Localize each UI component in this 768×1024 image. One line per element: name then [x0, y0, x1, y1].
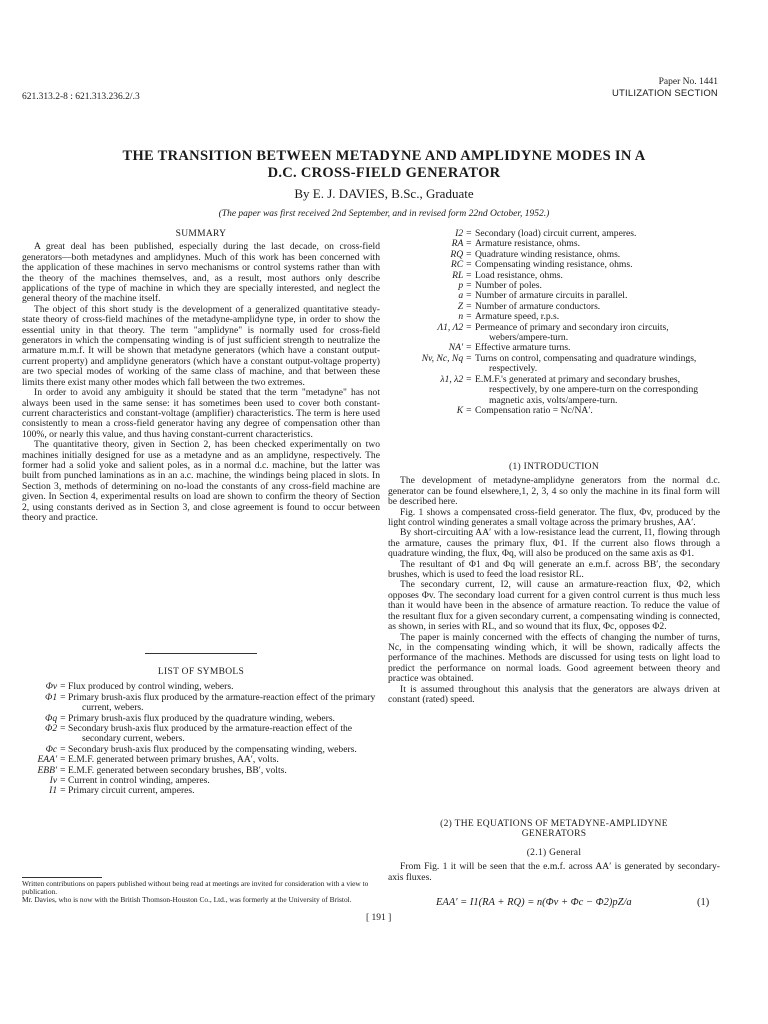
- symbol: RA =: [451, 238, 472, 250]
- symbol-description: Primary circuit current, amperes.: [68, 785, 195, 797]
- symbol-list-left: [22, 682, 380, 796]
- symbol-description: Compensation ratio = Nc/NA′.: [475, 404, 593, 416]
- symbol-description: Primary brush-axis flux produced by the quadrature winding, webers.: [68, 712, 335, 724]
- symbol: a =: [458, 290, 472, 302]
- symbol-list-right: [388, 229, 720, 416]
- symbol-description: Effective armature turns.: [475, 342, 571, 354]
- section-2-heading-line: GENERATORS: [521, 829, 587, 840]
- summary-paragraph: In order to avoid any ambiguity it should be stated that the term "metadyne" has not always been used in the same sense: it has sometimes been used to cover both constant-current characteristics and constant-voltage (amplifier) characteristics. The term is here used consistently to mean a cross-field generator having any degree of compensation other than 100%, or nearly this value, and thus having constant-current characteristics.: [22, 387, 380, 440]
- symbol: I1 =: [49, 785, 66, 797]
- symbol: RQ =: [450, 248, 472, 260]
- byline: By E. J. DAVIES, B.Sc., Graduate: [294, 186, 474, 201]
- symbol-description: E.M.F. generated between secondary brushes, BB′, volts.: [68, 764, 287, 776]
- summary-section: [22, 229, 380, 523]
- symbol-description: Armature speed, r.p.s.: [475, 311, 560, 323]
- symbol: Φq =: [45, 712, 66, 724]
- symbol: Φ1 =: [45, 691, 66, 703]
- summary-paragraph: The quantitative theory, given in Section 2, has been checked experimentally on two machines initially designed for use as a metadyne and as an amplidyne, respectively. The former had a solid yoke and salient poles, as in a normal d.c. machine, but the latter was built from punched laminations as in an a.c. machine, the windings being placed in slots. In Section 3, methods of determining on no-load the constants of any cross-field machine are given. In Section 4, experimental results on load are shown to confirm the theory of Section 2, using constants derived as in Section 3, and close agreement is found to occur between theory and practice.: [22, 439, 380, 523]
- summary-heading: SUMMARY: [175, 229, 227, 239]
- introduction-section: [388, 462, 720, 705]
- udc-classification: 621.313.2-8 : 621.313.236.2/.3: [22, 92, 140, 102]
- footnote-line: Written contributions on papers published without being read at meetings are invited for consideration with a view to publication.: [22, 879, 369, 897]
- symbol: RL =: [452, 269, 472, 281]
- symbol-description: Number of armature conductors.: [475, 300, 601, 312]
- summary-paragraph: A great deal has been published, especially during the last decade, on cross-field generators—both metadynes and amplidynes. Much of this work has been concerned with the application of these machines in servo mechanisms or control systems rather than with the theory of the machines themselves, and, as a result, most authors only describe applications of the type of machine in which they are specially interested, and neglect the general theory of the machine itself.: [22, 241, 380, 305]
- section-divider: [145, 653, 257, 654]
- symbol: Iv =: [49, 775, 66, 787]
- symbol: n =: [458, 311, 472, 323]
- symbol-description: Load resistance, ohms.: [475, 269, 563, 281]
- symbol-description: Compensating winding resistance, ohms.: [475, 259, 633, 271]
- symbol: EAA′ =: [37, 754, 66, 766]
- symbol-description: Primary brush-axis flux produced by the armature-reaction effect of the primary current, webers.: [68, 691, 376, 714]
- symbol: EBB′ =: [37, 764, 66, 776]
- section-label: UTILIZATION SECTION: [611, 88, 718, 99]
- symbol: λ1, λ2 =: [440, 373, 472, 385]
- equation-1: EAA′ = I1(RA + RQ) = n(Φv + Φc − Φ2)pZ/a: [436, 897, 632, 908]
- introduction-heading: (1) INTRODUCTION: [508, 462, 600, 472]
- title-line-1: THE TRANSITION BETWEEN METADYNE AND AMPLIDYNE MODES IN A: [122, 148, 646, 164]
- symbol: I2 =: [455, 228, 472, 239]
- symbol-description: Secondary brush-axis flux produced by the compensating winding, webers.: [68, 743, 357, 755]
- symbol-description: Secondary (load) circuit current, amperes.: [475, 228, 637, 239]
- paper-number: Paper No. 1441: [658, 77, 718, 87]
- section-2-paragraph: From Fig. 1 it will be seen that the e.m.f. across AA′ is generated by secondary-axis fluxes.: [388, 861, 720, 883]
- symbol: Λ1, Λ2 =: [437, 321, 472, 333]
- section-2: [388, 819, 720, 883]
- symbol-description: Number of poles.: [475, 280, 542, 292]
- page-number: [ 191 ]: [366, 913, 392, 923]
- symbol-description: Turns on control, compensating and quadrature windings, respectively.: [475, 352, 697, 375]
- introduction-paragraph: The paper is mainly concerned with the effects of changing the number of turns, Nc, in the compensating winding which, it will be shown, radically affects the performance of the machines. Methods are discussed for using tests on light load to predict the performance on normal loads. Good agreement between theory and practice was obtained.: [388, 631, 720, 685]
- section-2-heading-line: (2) THE EQUATIONS OF METADYNE-AMPLIDYNE: [440, 819, 668, 829]
- introduction-paragraph: By short-circuiting AA′ with a low-resistance lead the current, I1, flowing through the armature, causes the primary flux, Φ1. If the current also flows through a quadrature winding, the flux, Φq, will also be produced on the same axis as Φ1.: [388, 527, 720, 560]
- footnote-divider: [22, 877, 102, 878]
- introduction-paragraph: The secondary current, I2, will cause an armature-reaction flux, Φ2, which opposes Φv. The secondary load current for a given control current is thus much less than it would have been in the absence of armature reaction. To reduce the value of the resultant flux for a given secondary current, a compensating winding is connected, as shown, in series with RL, and so wound that its flux, Φc, opposes Φ2.: [388, 579, 720, 633]
- symbol-description: Permeance of primary and secondary iron circuits, webers/ampere-turn.: [475, 321, 669, 344]
- subsection-heading: (2.1) General: [526, 847, 582, 858]
- introduction-paragraph: The development of metadyne-amplidyne generators from the normal d.c. generator can be found elsewhere,1, 2, 3, 4 so only the machine in its final form will be described here.: [388, 475, 720, 508]
- footnote: [22, 880, 380, 905]
- symbol-description: Current in control winding, amperes.: [68, 775, 210, 787]
- title-line-2: D.C. CROSS-FIELD GENERATOR: [267, 165, 501, 181]
- symbol: Nv, Nc, Nq =: [421, 352, 472, 364]
- symbol-description: E.M.F.'s generated at primary and secondary brushes, respectively, by one ampere-turn on the corresponding magnetic axis, volts/ampere-turn.: [475, 373, 699, 406]
- symbol: NA′ =: [448, 342, 472, 354]
- introduction-paragraph: It is assumed throughout this analysis that the generators are always driven at constant (rated) speed.: [388, 683, 720, 705]
- symbols-section: [22, 667, 380, 797]
- symbol-description: Number of armature circuits in parallel.: [475, 290, 628, 302]
- symbol: p =: [458, 280, 472, 292]
- introduction-paragraph: The resultant of Φ1 and Φq will generate an e.m.f. across BB′, the secondary brushes, which is used to feed the load resistor RL.: [388, 558, 720, 581]
- symbol: RC =: [450, 259, 472, 271]
- footnote-line: Mr. Davies, who is now with the British Thomson-Houston Co., Ltd., was formerly at the University of Bristol.: [22, 895, 352, 905]
- symbol: Φv =: [45, 681, 66, 693]
- section-2-heading: [388, 819, 720, 840]
- symbol: K =: [456, 404, 472, 416]
- symbols-heading: LIST OF SYMBOLS: [157, 667, 245, 677]
- symbol-description: Secondary brush-axis flux produced by the armature-reaction effect of the secondary current, webers.: [68, 723, 353, 745]
- equation-number: (1): [697, 897, 710, 908]
- paper-title: [40, 148, 728, 182]
- symbol: Φ2 =: [45, 723, 66, 735]
- received-note: (The paper was first received 2nd September, and in revised form 22nd October, 1952.): [218, 209, 550, 219]
- symbol-description: Armature resistance, ohms.: [475, 238, 580, 250]
- symbol-description: Flux produced by control winding, webers.: [68, 681, 234, 693]
- symbol-description: E.M.F. generated between primary brushes, AA′, volts.: [68, 754, 279, 766]
- summary-paragraph: The object of this short study is the development of a generalized quantitative steady-state theory of cross-field machines of the metadyne-amplidyne type, in order to show the essential unity in that theory. The term "amplidyne" is normally used for cross-field generators in which the compensating winding is of just sufficient strength to neutralize the armature m.m.f. It will be shown that metadyne generators (which have a constant output-current property) and amplidyne generators (which have a constant output-voltage property) are two special modes of working of the same class of machine, and that between these limits there exist many other modes which fall between the two extremes.: [22, 303, 380, 388]
- symbol-description: Quadrature winding resistance, ohms.: [475, 248, 621, 260]
- symbols-continued: [388, 229, 720, 416]
- symbol: Φc =: [45, 743, 66, 755]
- introduction-paragraph: Fig. 1 shows a compensated cross-field generator. The flux, Φv, produced by the light control winding generates a small voltage across the primary brushes, AA′.: [388, 506, 720, 529]
- paper-number-block: [612, 77, 718, 99]
- symbol: Z =: [457, 300, 472, 312]
